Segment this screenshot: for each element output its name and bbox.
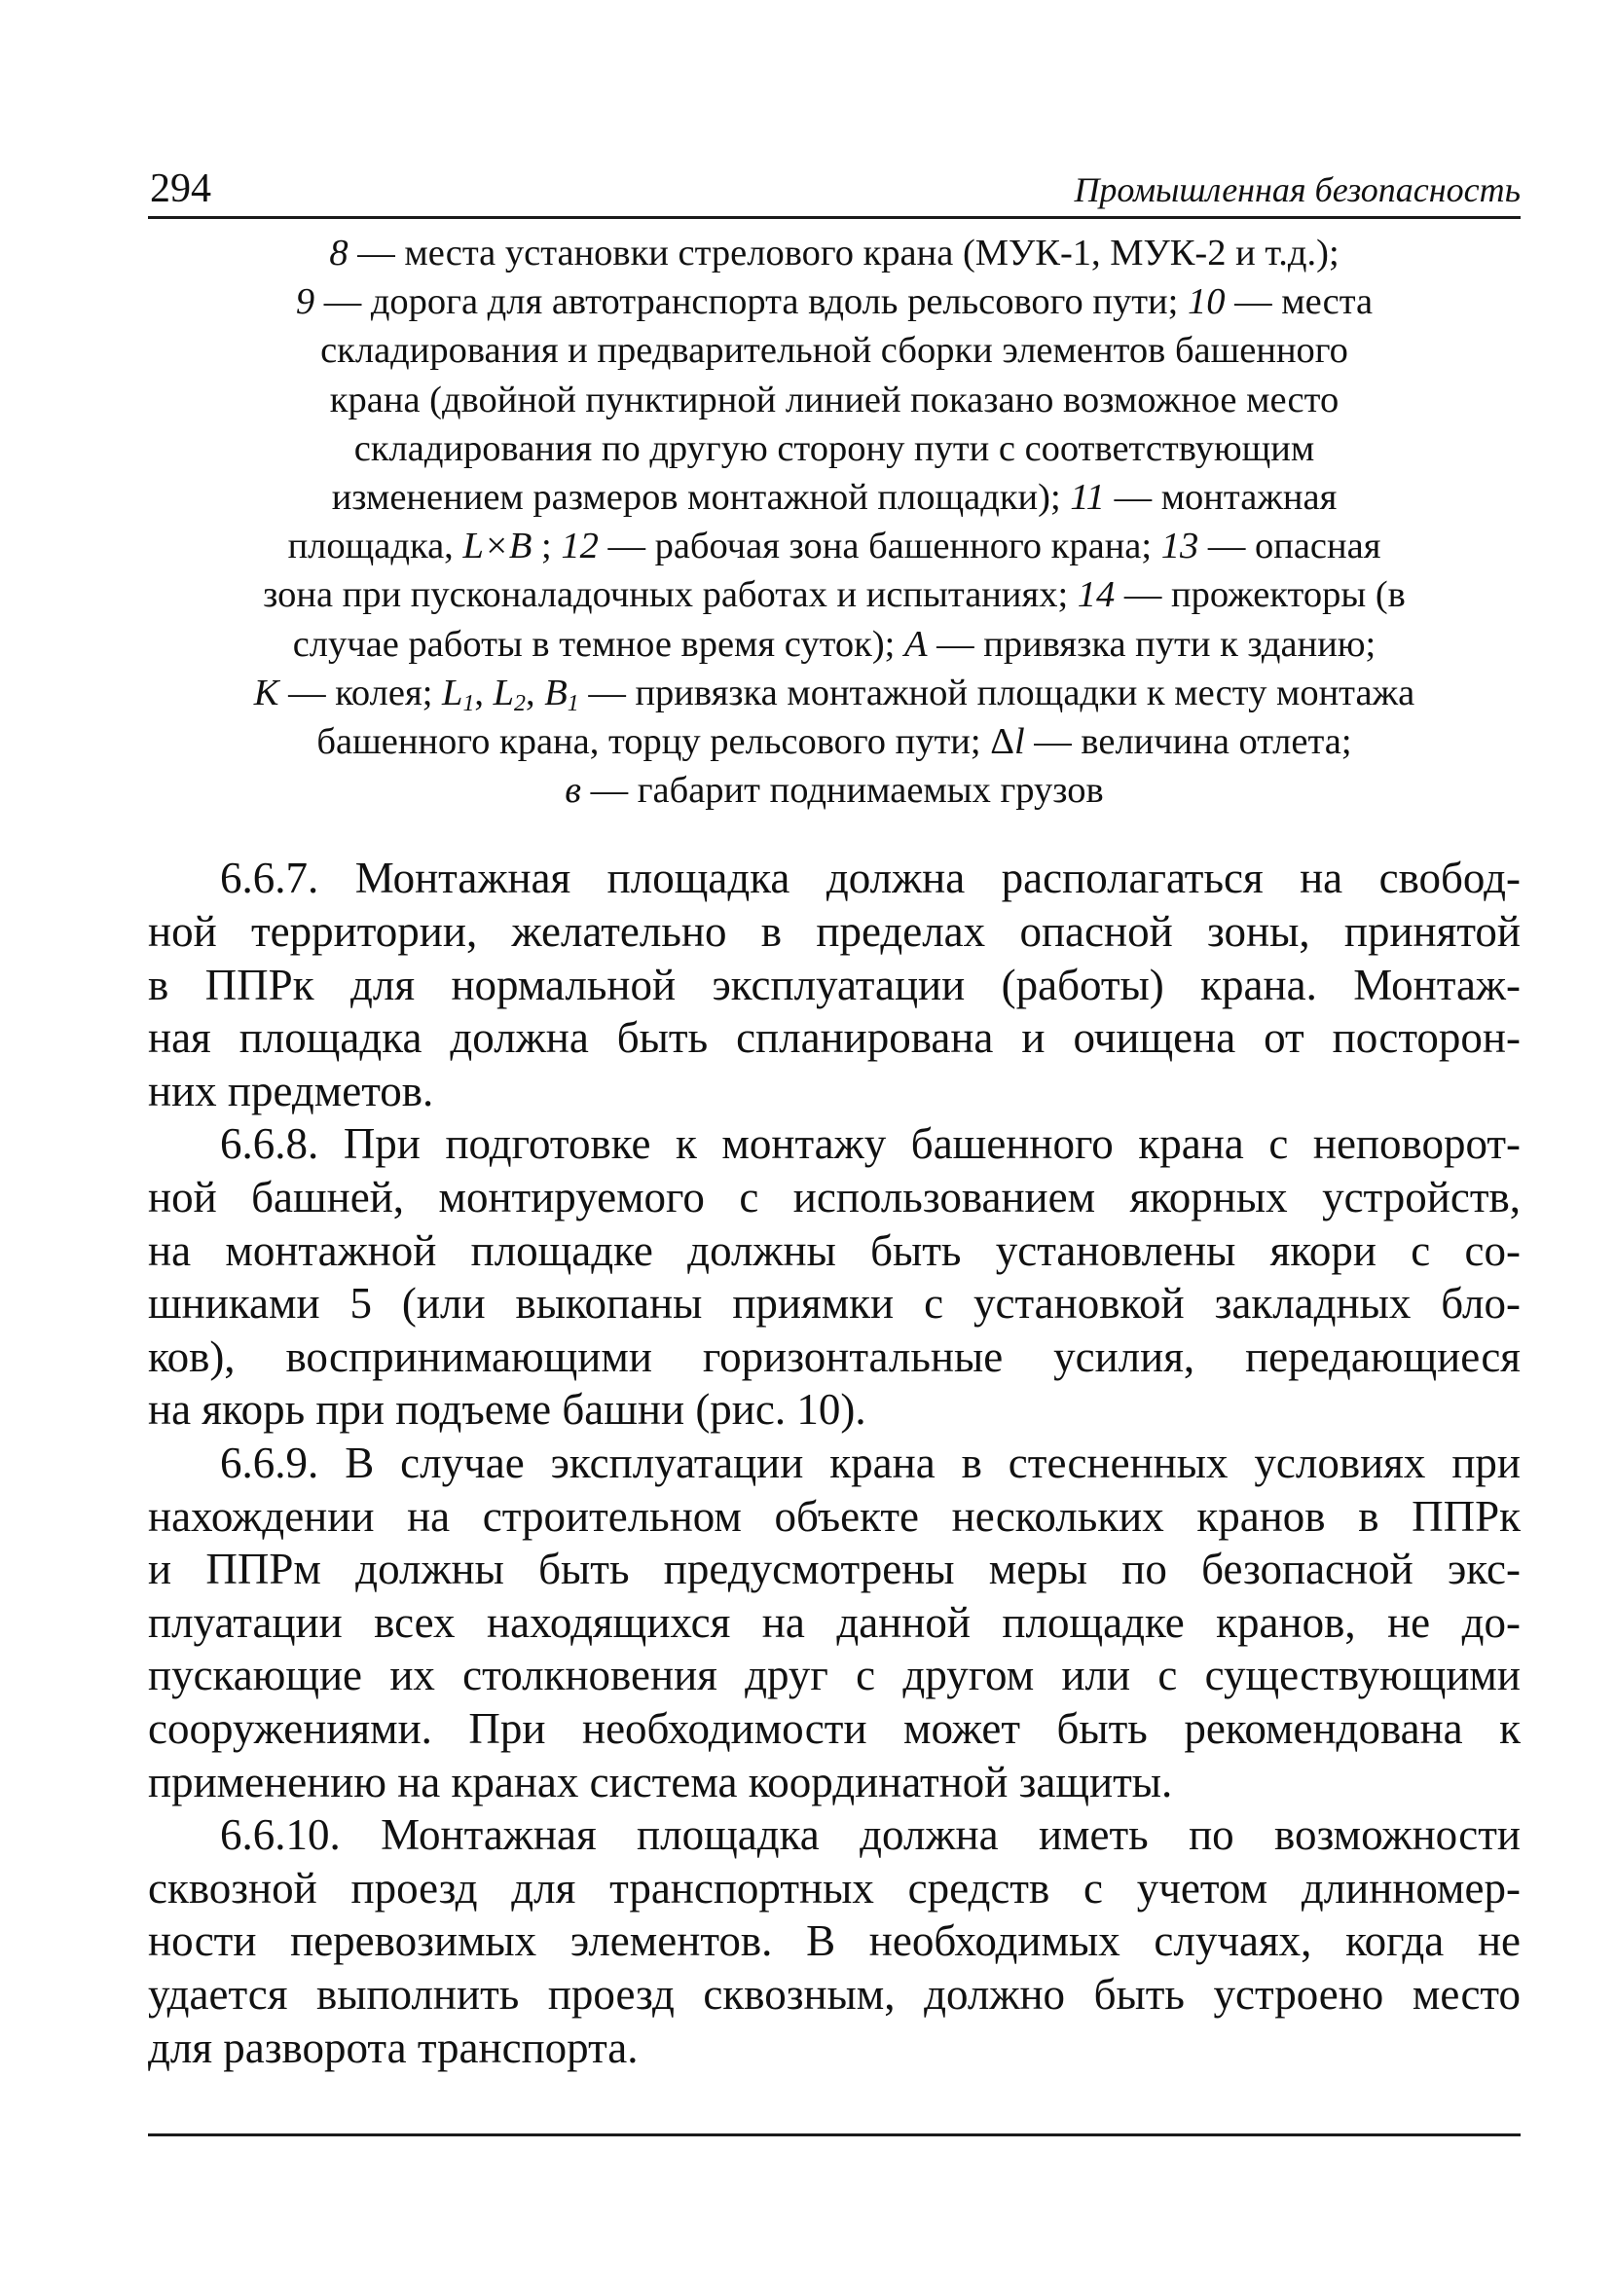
paragraph [148, 1808, 1521, 2074]
caption-line: в — габарит поднимаемых грузов [565, 770, 1104, 812]
caption-line: площадка, L×B ; 12 — рабочая зона башенного крана; 13 — опасная [287, 526, 1381, 567]
paragraph [148, 1117, 1521, 1437]
paragraph-line: 6.6.7. Монтажная площадка должна располагаться на свобод- [220, 854, 1521, 903]
caption-line: K — колея; $L_1$, $L_2$, $B_1$ — привязка монтажной площадки к месту монтажа [253, 672, 1415, 716]
paragraph-line: удается выполнить проезд сквозным, должно быть устроено место [148, 1969, 1521, 2019]
paragraph-line: 6.6.8. При подготовке к монтажу башенного крана с неповорот- [220, 1119, 1521, 1169]
paragraph-line: шниками 5 (или выкопаны приямки с установкой закладных бло- [148, 1279, 1521, 1329]
paragraph-line: ной башней, монтируемого с использованием якорных устройств, [148, 1173, 1521, 1221]
page-number: 294 [150, 166, 211, 211]
paragraph-line: на монтажной площадке должны быть установлены якори с со- [148, 1225, 1521, 1275]
paragraph-line: и ППРм должны быть предусмотрены меры по безопасной экс- [148, 1545, 1521, 1594]
paragraph-line: ная площадка должна быть спланирована и очищена от посторон- [148, 1013, 1521, 1063]
paragraph-line: ности перевозимых элементов. В необходимых случаях, когда не [148, 1916, 1521, 1966]
paragraph [148, 1437, 1521, 1808]
body-text [148, 852, 1521, 2074]
paragraph-line: плуатации всех находящихся на данной площадке кранов, не до- [148, 1597, 1521, 1647]
symbol-L1: $L_1$ [442, 672, 475, 716]
caption-line: зона при пусконаладочных работах и испытаниях; 14 — прожекторы (в [263, 574, 1406, 616]
figure-caption [148, 229, 1521, 815]
symbol-L2: $L_2$ [493, 672, 526, 716]
paragraph-line: нахождении на строительном объекте нескольких кранов в ППРк [148, 1491, 1521, 1541]
paragraph-line: ной территории, желательно в пределах опасной зоны, принятой [148, 907, 1521, 957]
paragraph-line: ков), воспринимающими горизонтальные усилия, передающиеся [148, 1331, 1521, 1381]
paragraph-line: пускающие их столкновения друг с другом или с существующими [148, 1651, 1521, 1700]
caption-line: 8 — места установки стрелового крана (МУК-1, МУК-2 и т.д.); [329, 233, 1340, 273]
bottom-rule [148, 2133, 1521, 2136]
caption-line: 9 — дорога для автотранспорта вдоль рельсового пути; 10 — места [295, 281, 1374, 323]
paragraph-line: сквозной проезд для транспортных средств с учетом длинномер- [148, 1863, 1521, 1913]
caption-line: крана (двойной пунктирной линией показано возможное место [329, 379, 1340, 420]
book-page [148, 156, 1521, 2074]
paragraph-line: применению на кранах система координатной защиты. [148, 1757, 1173, 1806]
paragraph-line: 6.6.9. В случае эксплуатации крана в стесненных условиях при [220, 1438, 1521, 1487]
paragraph-line: на якорь при подъеме башни (рис. 10). [148, 1385, 866, 1435]
paragraph [148, 852, 1521, 1117]
caption-line: башенного крана, торцу рельсового пути; Δl — величина отлета; [316, 721, 1352, 763]
caption-line: случае работы в темное время суток); А — привязка пути к зданию; [292, 623, 1376, 665]
paragraph-line: сооружениями. При необходимости может быть рекомендована к [148, 1703, 1521, 1753]
caption-line: изменением размеров монтажной площадки); 11 — монтажная [331, 477, 1338, 519]
caption-line: складирования по другую сторону пути с соответствующим [353, 427, 1315, 469]
symbol-B1: $B_1$ [544, 672, 579, 716]
running-title: Промышленная безопасность [1074, 170, 1521, 209]
paragraph-line: 6.6.10. Монтажная площадка должна иметь по возможности [220, 1810, 1521, 1860]
running-head [148, 156, 1521, 219]
paragraph-line: в ППРк для нормальной эксплуатации (работы) крана. Монтаж- [148, 960, 1521, 1009]
paragraph-line: для разворота транспорта. [148, 2023, 639, 2072]
paragraph-line: них предметов. [148, 1066, 434, 1115]
caption-line: складирования и предварительной сборки элементов башенного [320, 330, 1348, 372]
